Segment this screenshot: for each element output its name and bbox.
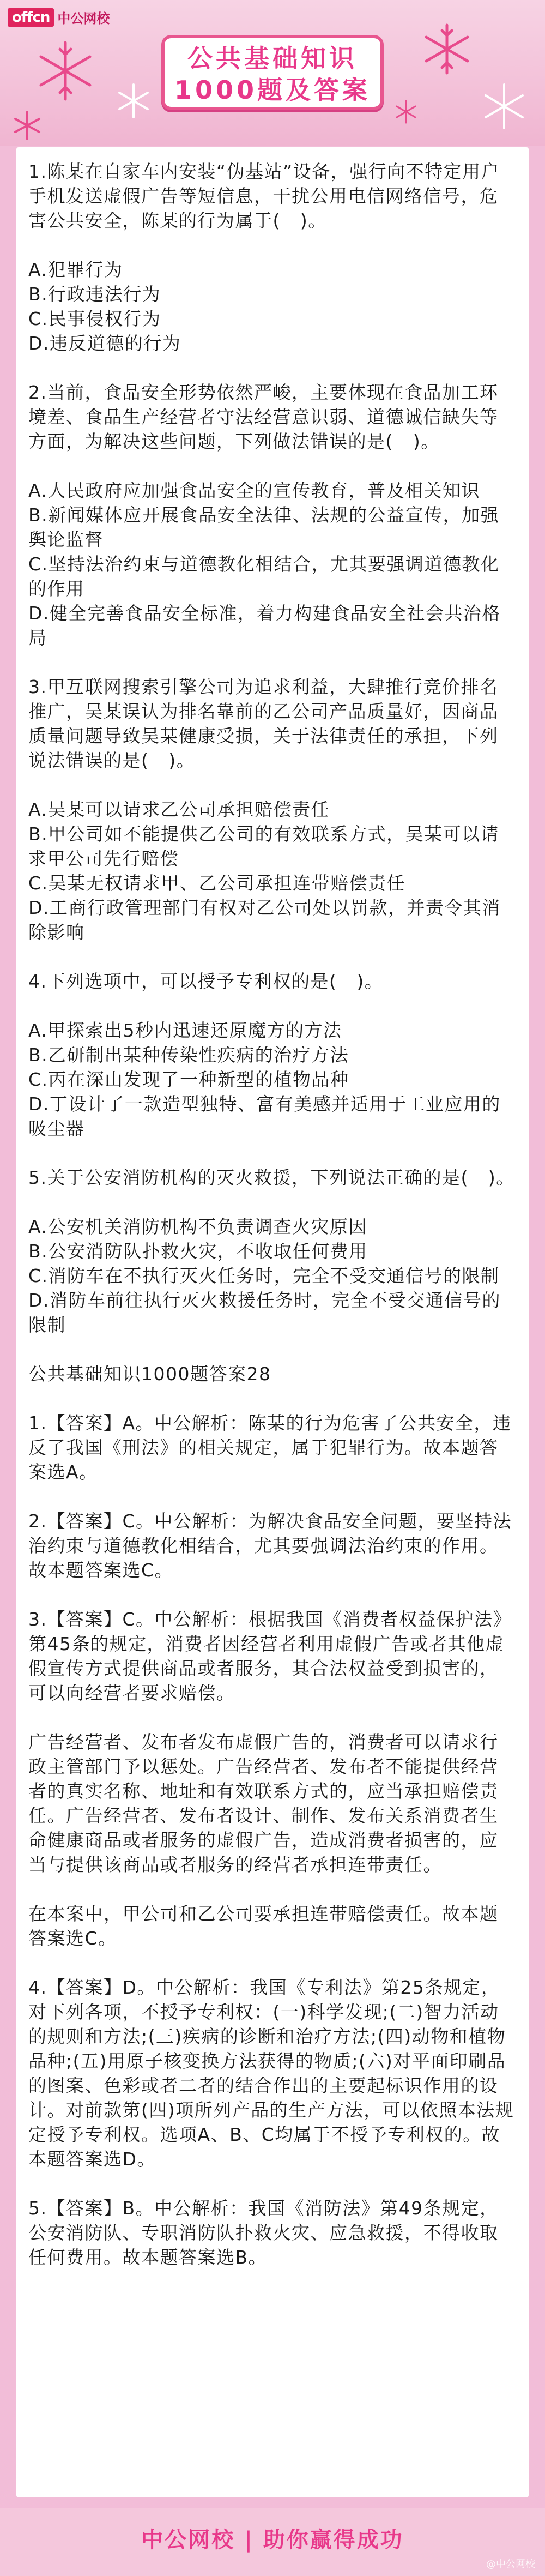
snowflake-icon: [392, 98, 420, 125]
option-d: D.健全完善食品安全标准，着力构建食品安全社会共治格局: [28, 603, 501, 648]
answer-1: 1.【答案】A。中公解析：陈某的行为危害了公共安全，违反了我国《刑法》的相关规定，属于犯罪行为。故本题答案选A。: [28, 1412, 512, 1483]
option-b: B.乙研制出某种传染性疾病的治疗方法: [28, 1044, 349, 1066]
snowflake-icon: [33, 38, 98, 104]
answer-3: 3.【答案】C。中公解析：根据我国《消费者权益保护法》第45条的规定，消费者因经营者利用虚假广告或者其他虚假宣传方式提供商品或者服务，其合法权益受到损害的，可以向经营者要求赔偿。: [28, 1609, 512, 1704]
question-stem: 4.下列选项中，可以授予专利权的是( )。: [28, 971, 384, 992]
answers-heading: 公共基础知识1000题答案28: [28, 1363, 271, 1385]
option-a: A.人民政府应加强食品安全的宣传教育，普及相关知识: [28, 480, 480, 501]
answer-3-continued: 广告经营者、发布者发布虚假广告的，消费者可以请求行政主管部门予以惩处。广告经营者、发布者不能提供经营者的真实名称、地址和有效联系方式的，应当承担赔偿责任。广告经营者、发布者设计、制作、发布关系消费者生命健康商品或者服务的虚假广告，造成消费者损害的，应当与提供该商品或者服务的经营者承担连带责任。: [28, 1731, 499, 1875]
logo-text: 中公网校: [57, 11, 110, 26]
question-1: [28, 159, 517, 356]
option-c: C.坚持法治约束与道德教化相结合，尤其要强调道德教化的作用: [28, 553, 500, 599]
snowflake-icon: [114, 82, 153, 120]
snowflake-icon: [480, 82, 529, 131]
option-a: A.犯罪行为: [28, 259, 123, 280]
question-stem: 1.陈某在自家车内安装“伪基站”设备，强行向不特定用户手机发送虚假广告等短信息，干扰公用电信网络信号，危害公共安全，陈某的行为属于( )。: [28, 161, 500, 231]
question-5: [28, 1165, 517, 1337]
content-card: [16, 147, 529, 2497]
option-b: B.行政违法行为: [28, 284, 161, 305]
question-stem: 2.当前，食品安全形势依然严峻，主要体现在食品加工环境差、食品生产经营者守法经营意识弱、道德诚信缺失等方面，为解决这些问题，下列做法错误的是( )。: [28, 382, 499, 452]
header-banner: [0, 0, 545, 146]
answer-2: 2.【答案】C。中公解析：为解决食品安全问题，要坚持法治约束与道德教化相结合，尤其要强调法治约束的作用。故本题答案选C。: [28, 1510, 512, 1581]
option-a: A.公安机关消防机构不负责调查火灾原因: [28, 1216, 367, 1237]
question-2: [28, 380, 517, 650]
footer-slogan: 中公网校 | 助你赢得成功: [141, 2527, 404, 2553]
option-b: B.新闻媒体应开展食品安全法律、法规的公益宣传，加强舆论监督: [28, 504, 500, 550]
watermark: @中公网校: [486, 2559, 535, 2570]
answer-3-conclusion: 在本案中，甲公司和乙公司要承担连带赔偿责任。故本题答案选C。: [28, 1903, 499, 1949]
title-line-1: 公共基础知识: [187, 44, 358, 73]
option-c: C.丙在深山发现了一种新型的植物品种: [28, 1069, 349, 1090]
snowflake-icon: [11, 109, 44, 142]
option-a: A.吴某可以请求乙公司承担赔偿责任: [28, 799, 330, 820]
option-c: C.消防车在不执行灭火任务时，完全不受交通信号的限制: [28, 1265, 500, 1286]
question-4: [28, 969, 517, 1141]
option-d: D.工商行政管理部门有权对乙公司处以罚款，并责令其消除影响: [28, 897, 501, 943]
option-b: B.公安消防队扑救火灾，不收取任何费用: [28, 1241, 368, 1262]
footer-banner: [0, 2508, 545, 2576]
logo-mark: offcn: [8, 8, 54, 27]
page-title: [161, 35, 384, 110]
option-d: D.丁设计了一款造型独特、富有美感并适用于工业应用的吸尘器: [28, 1093, 501, 1139]
option-b: B.甲公司如不能提供乙公司的有效联系方式，吴某可以请求甲公司先行赔偿: [28, 823, 500, 869]
answer-5: 5.【答案】B。中公解析：我国《消防法》第49条规定，公安消防队、专职消防队扑救火灾、应急救援，不得收取任何费用。故本题答案选B。: [28, 2198, 499, 2268]
question-stem: 5.关于公安消防机构的灭火救援，下列说法正确的是( )。: [28, 1167, 515, 1188]
answer-4: 4.【答案】D。中公解析：我国《专利法》第25条规定，对下列各项，不授予专利权：(一)科学发现;(二)智力活动的规则和方法;(三)疾病的诊断和治疗方法;(四)动物和植物品种;(五)用原子核变换方法获得的物质;(六)对平面印刷品的图案、色彩或者二者的结合作出的主要起标识作用的设计。对前款第(四)项所列产品的生产方法，可以依照本法规定授予专利权。选项A、B、C均属于不授予专利权的。故本题答案选D。: [28, 1977, 514, 2170]
question-stem: 3.甲互联网搜索引擎公司为追求利益，大肆推行竞价排名推广，吴某误认为排名靠前的乙公司产品质量好，因商品质量问题导致吴某健康受损，关于法律责任的承担，下列说法错误的是( )。: [28, 676, 499, 771]
option-c: C.民事侵权行为: [28, 308, 161, 329]
option-c: C.吴某无权请求甲、乙公司承担连带赔偿责任: [28, 872, 406, 894]
title-line-2: 1000题及答案: [174, 75, 371, 105]
brand-logo[interactable]: [8, 8, 110, 27]
option-a: A.甲探索出5秒内迅速还原魔方的方法: [28, 1020, 342, 1041]
option-d: D.消防车前往执行灭火救援任务时，完全不受交通信号的限制: [28, 1290, 501, 1335]
snowflake-icon: [420, 22, 474, 76]
option-d: D.违反道德的行为: [28, 333, 181, 354]
question-3: [28, 675, 517, 944]
